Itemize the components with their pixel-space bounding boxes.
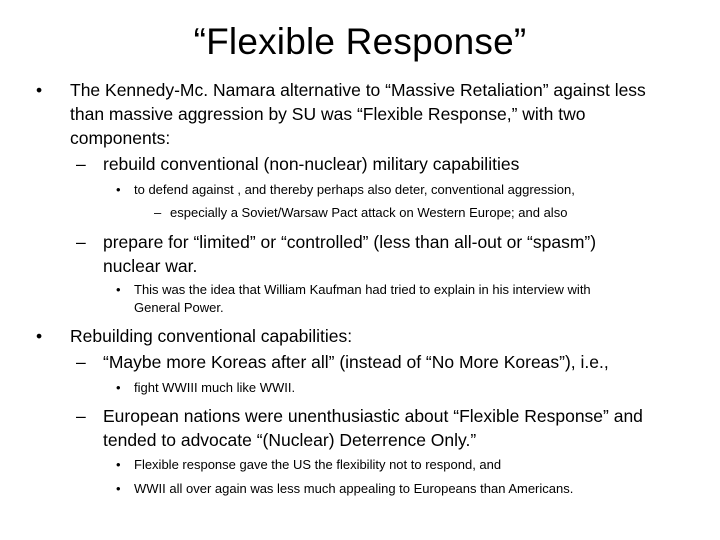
bullet-marker: •	[116, 182, 121, 197]
slide-title: “Flexible Response”	[193, 21, 527, 62]
sub-sub-bullet-text: General Power.	[134, 300, 224, 315]
bullet-text: Rebuilding conventional capabilities:	[70, 326, 353, 346]
bullet-text: than massive aggression by SU was “Flexible Response,” with two	[70, 104, 586, 124]
sub-bullet-text: “Maybe more Koreas after all” (instead of “No More Koreas”), i.e.,	[103, 352, 609, 372]
sub-sub-bullet-text: Flexible response gave the US the flexibility not to respond, and	[134, 457, 502, 472]
sub-bullet-text: rebuild conventional (non-nuclear) military capabilities	[103, 154, 520, 174]
bullet-marker: •	[36, 326, 43, 346]
dash-marker: –	[76, 406, 86, 426]
level4-text: especially a Soviet/Warsaw Pact attack on Western Europe; and also	[170, 205, 568, 220]
bullet-marker: •	[116, 282, 121, 297]
dash-marker: –	[76, 352, 86, 372]
dash-marker: –	[76, 154, 86, 174]
bullet-marker: •	[116, 380, 121, 395]
dash-marker: –	[76, 232, 86, 252]
bullet-text: The Kennedy-Mc. Namara alternative to “Massive Retaliation” against less	[70, 80, 646, 100]
sub-bullet-text: European nations were unenthusiastic about “Flexible Response” and	[103, 406, 643, 426]
bullet-marker: •	[116, 481, 121, 496]
sub-bullet-text: prepare for “limited” or “controlled” (less than all-out or “spasm”)	[103, 232, 597, 252]
sub-sub-bullet-text: fight WWIII much like WWII.	[134, 380, 296, 395]
bullet-marker: •	[36, 80, 43, 100]
sub-sub-bullet-text: WWII all over again was less much appealing to Europeans than Americans.	[134, 481, 574, 496]
sub-bullet-text: nuclear war.	[103, 256, 198, 276]
dash-marker: –	[154, 205, 162, 220]
sub-bullet-text: tended to advocate “(Nuclear) Deterrence Only.”	[103, 430, 477, 450]
sub-sub-bullet-text: This was the idea that William Kaufman had tried to explain in his interview with	[134, 282, 591, 297]
sub-sub-bullet-text: to defend against , and thereby perhaps also deter, conventional aggression,	[134, 182, 575, 197]
bullet-marker: •	[116, 457, 121, 472]
bullet-text: components:	[70, 128, 171, 148]
